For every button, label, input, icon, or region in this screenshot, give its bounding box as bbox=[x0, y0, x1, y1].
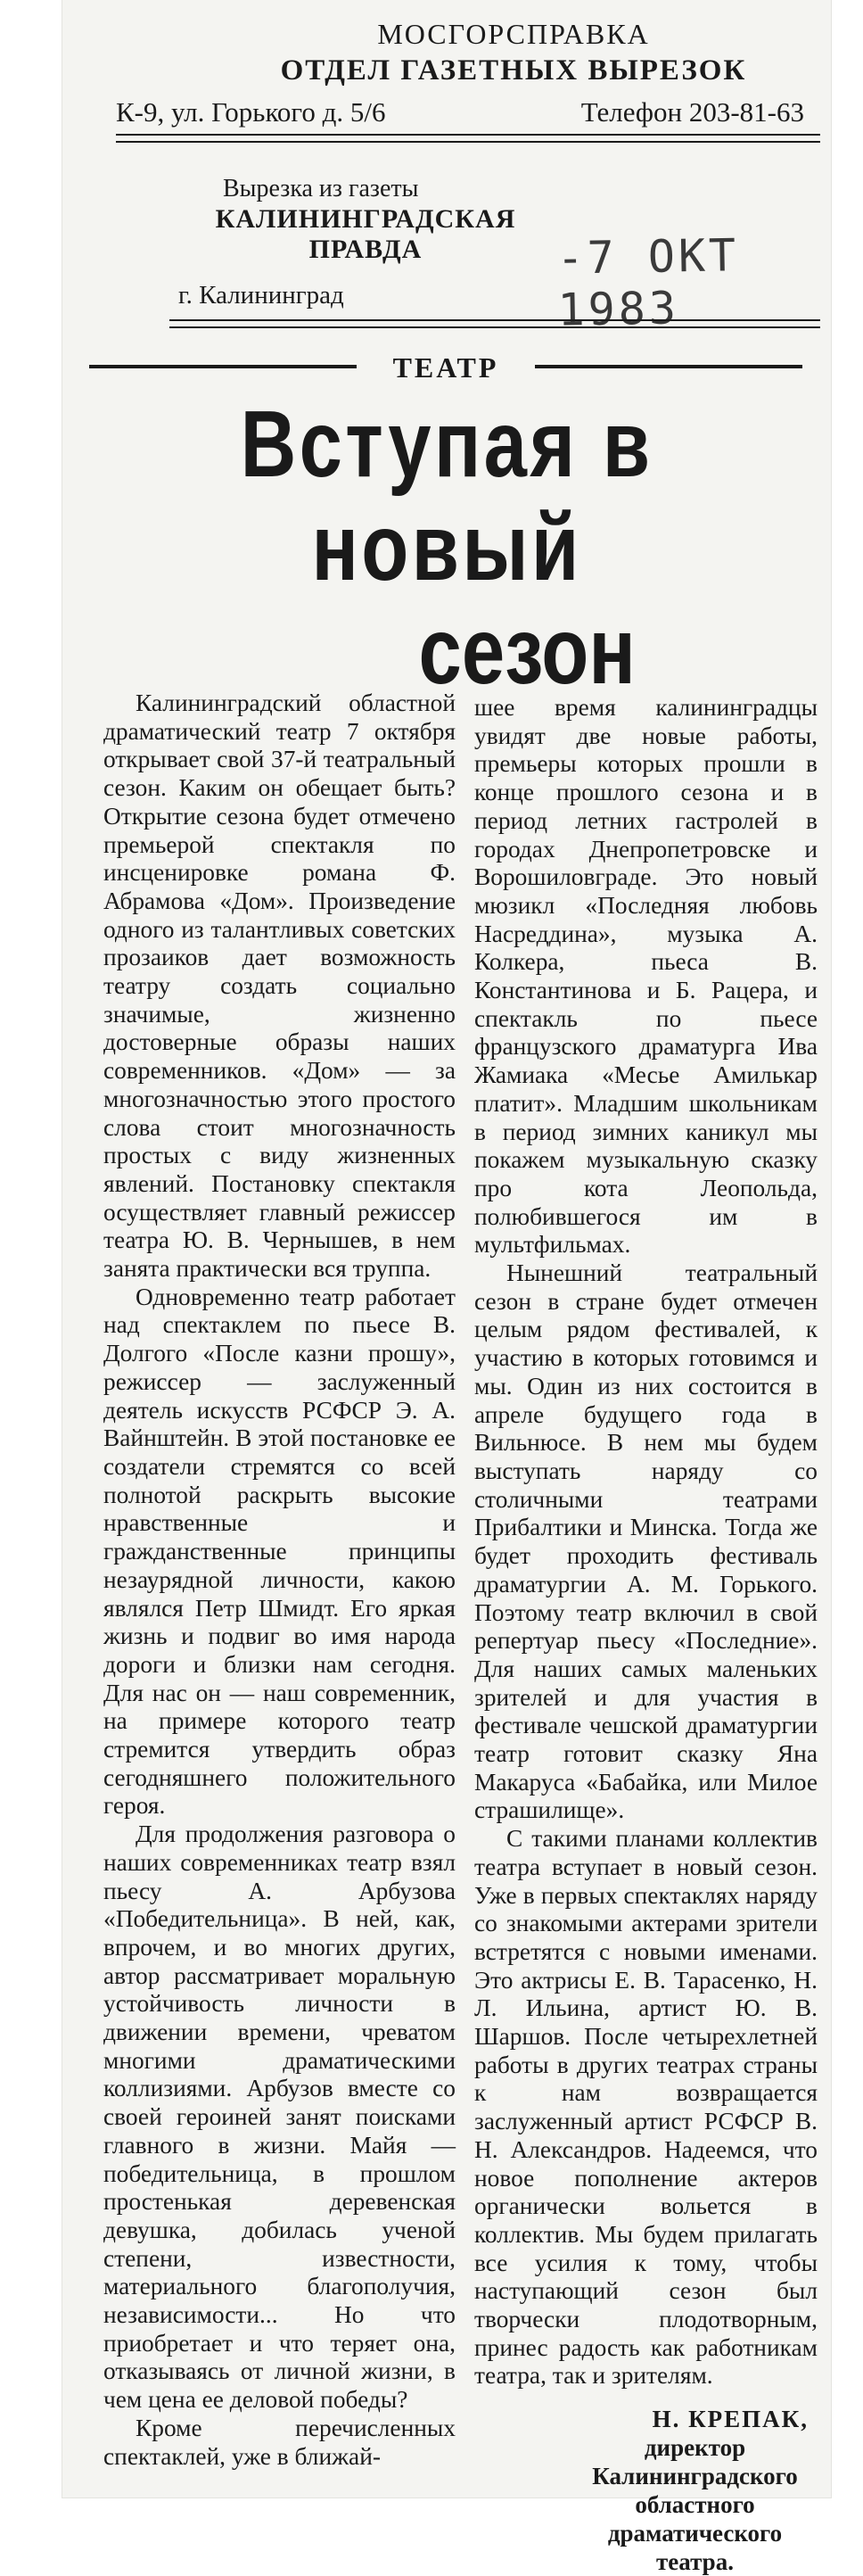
headline-line-2: сезон bbox=[418, 599, 636, 704]
newspaper-name-line2: ПРАВДА bbox=[308, 235, 423, 264]
department-name: ОТДЕЛ ГАЗЕТНЫХ ВЫРЕЗОК bbox=[280, 54, 747, 87]
author-role-4: драматического театра. bbox=[607, 2520, 783, 2576]
paragraph: Для продолжения разговора о наших современниках театр взял пьесу А. Арбузова «Победительница». В ней, как, впрочем, и во многих других, автор рассматривает моральную устойчивость личности в движении времени, чреватом многими драматическими коллизиями. Арбузов вместе со своей героиней занят поисками главного в жизни. Майя — победительница, в прошлом простенькая деревенская девушка, добилась ученой степени, известности, материального благополучия, независимости... Но что приобретает и что теряет она, отказываясь от личной жизни, в чем цена ее деловой победы? bbox=[103, 1821, 456, 2414]
paragraph: С такими планами коллектив театра вступает в новый сезон. Уже в первых спектаклях наряду со знакомыми актерами зрители встретятся с новыми именами. Это актрисы Е. В. Тарасенко, Н. Л. Ильина, артист Ю. В. Шаршов. После четырехлетней работы в других театрах страны к нам возвращается заслуженный артист РСФСР В. Н. Александров. Надеемся, что новое пополнение актеров органически вольется в коллектив. Мы будем прилагать все усилия к тому, чтобы наступающий сезон был творчески плодотворным, принес радость как работникам театра, так и зрителям. bbox=[474, 1825, 818, 2390]
article-column-left bbox=[103, 689, 456, 2471]
newspaper-clipping bbox=[62, 0, 831, 2576]
paragraph: Калининградский областной драматический театр 7 октября открывает свой 37-й театральный сезон. Каким он обещает быть? Открытие сезона будет отмечено премьерой спектакля по инсценировке романа Ф. Абрамова «Дом». Произведение одного из талантливых советских прозаиков дает возможность театру создать социально значимые, жизненно достоверные образы наших современников. «Дом» — за многозначностью этого простого слова стоит многозначность простых с виду жизненных явлений. Постановку спектакля осуществляет главный режиссер театра Ю. В. Чернышев, в нем занята практически вся труппа. bbox=[103, 689, 456, 1283]
section-line-right bbox=[535, 365, 802, 368]
section-title: ТЕАТР bbox=[392, 351, 499, 384]
agency-name: МОСГОРСПРАВКА bbox=[377, 18, 650, 50]
paragraph: Кроме перечисленных спектаклей, уже в ближай- bbox=[103, 2414, 456, 2470]
section-line-left bbox=[89, 365, 357, 368]
article-headline bbox=[132, 392, 762, 703]
contact-row bbox=[116, 89, 804, 130]
agency-address: К-9, ул. Горького д. 5/6 bbox=[116, 96, 386, 128]
paragraph: Одновременно театр работает над спектаклем по пьесе В. Долгого «После казни прошу», режиссер — заслуженный деятель искусств РСФСР Э. А. Вайнштейн. В этой постановке ее создатели стремятся со всей полнотой раскрыть высокие нравственные и гражданственные принципы незаурядной личности, какою являлся Петр Шмидт. Его яркая жизнь и подвиг во имя народа дороги и близки нам сегодня. Для нас он — наш современник, на примере которого театр стремится утвердить образ сегодняшнего положительного героя. bbox=[103, 1283, 456, 1820]
source-rule bbox=[169, 319, 820, 328]
clipping-agency-stamp bbox=[116, 16, 804, 130]
newspaper-name-line1: КАЛИНИНГРАДСКАЯ bbox=[215, 204, 516, 234]
clipping-from-label: Вырезка из газеты bbox=[223, 175, 419, 202]
newspaper-city: г. Калининград bbox=[178, 281, 344, 310]
headline-line-1: Вступая в новый bbox=[240, 392, 653, 600]
source-block bbox=[178, 174, 553, 311]
article-column-right bbox=[474, 694, 818, 2576]
section-heading bbox=[89, 350, 802, 385]
author-signature bbox=[474, 2405, 818, 2576]
author-name: Н. КРЕПАК, bbox=[652, 2406, 809, 2433]
agency-phone: Телефон 203-81-63 bbox=[580, 96, 804, 128]
paragraph: Нынешний театральный сезон в стране будет отмечен целым рядом фестивалей, к участию в которых готовимся и мы. Один из них состоится в апреле будущего года в Вильнюсе. В нем мы будем выступать наряду со столичными театрами Прибалтики и Минска. Тогда же будет проходить фестиваль драматургии А. М. Горького. Поэтому театр включил в свой репертуар пьесу «Последние». Для наших самых маленьких зрителей и для участия в фестивале чешской драматургии театр готовит сказку Яна Макаруса «Бабайка, или Милое страшилище». bbox=[474, 1259, 818, 1824]
author-role-3: областного bbox=[635, 2491, 755, 2519]
header-rule bbox=[116, 134, 820, 143]
author-role-1: директор bbox=[644, 2434, 746, 2462]
date-stamp: -7 ОКТ 1983 bbox=[556, 229, 740, 336]
author-role-2: Калининградского bbox=[592, 2463, 798, 2490]
paragraph: шее время калининградцы увидят две новые работы, премьеры которых прошли в конце прошлого сезона и в период летних гастролей в городах Днепропетровске и Ворошиловграде. Это новый мюзикл «Последняя любовь Насреддина», музыка А. Колкера, пьеса В. Константинова и Б. Рацера, и спектакль по пьесе французского драматурга Ива Жамиака «Месье Амилькар платит». Младшим школьникам в период зимних каникул мы покажем музыкальную сказку про кота Леопольда, полюбившегося им в мультфильмах. bbox=[474, 694, 818, 1259]
